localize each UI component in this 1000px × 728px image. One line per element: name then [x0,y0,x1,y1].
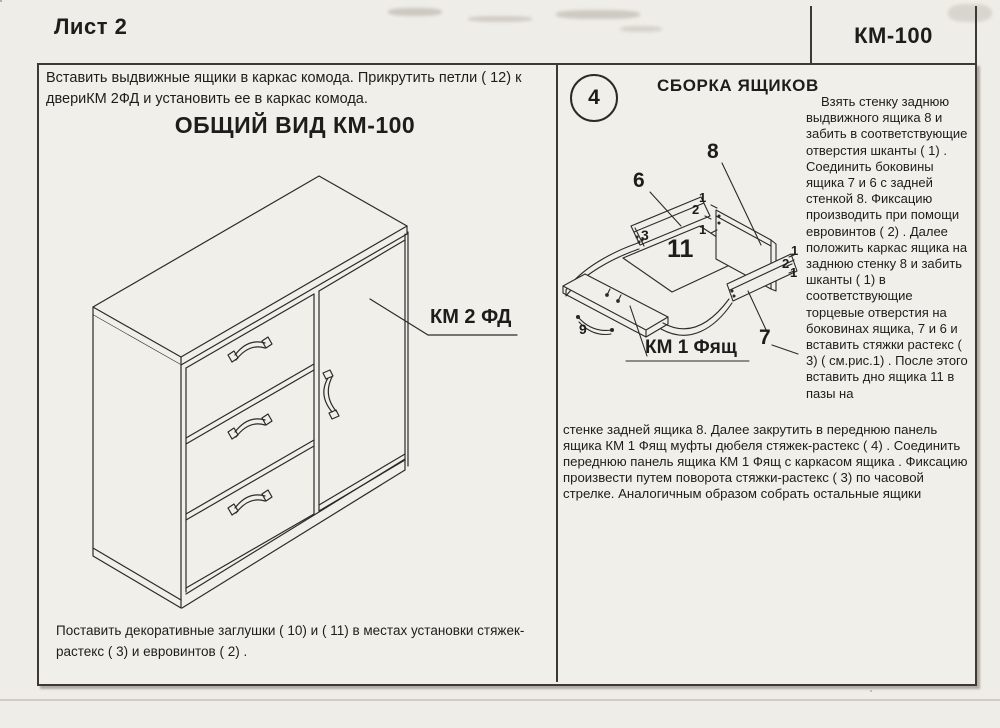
part-label-dowel-top: 1 [699,190,707,205]
step-number-badge [570,74,618,122]
assembly-text-bottom: стенке задней ящика 8. Далее закрутить в переднюю панель ящика КМ 1 Фящ муфты дюбеля стяжек-растекс ( 4) . Соединить переднюю панель ящика КМ 1 Фящ с каркасом ящика . Фиксацию произвести путем поворота стяжки-растекс ( 3) по часовой стрелке. Аналогичным образом собрать остальные ящики [563,422,968,501]
scan-line [0,699,1000,701]
part-label-handle: 9 [579,321,587,337]
general-view-title: ОБЩИЙ ВИД КМ-100 [174,112,416,138]
door-handle-icon [323,370,339,419]
drawer-assembly-drawing [555,140,810,425]
model-title-box [810,6,977,63]
part-label-side-right: 7 [759,326,771,349]
drawer-front-panel-label: КМ 1 Фящ [645,337,737,358]
scan-smudge [468,16,532,22]
rastex-curve-right [661,299,732,335]
drawer-handle-icon [228,490,272,515]
step-number: 4 [588,86,600,109]
part-label-euroscrew-top: 2 [692,202,700,217]
instruction-text: Вставить выдвижные ящики в каркас комода. Прикрутить петли ( 12) к двериКМ 2ФД и установить ее в каркас комода. [46,70,522,107]
chest-drawing [40,160,540,620]
chest-door [319,240,405,511]
part-label-dowel-top2: 1 [699,222,707,237]
model-label: КМ-100 [854,23,933,48]
scan-smudge [388,8,442,16]
scan-smudge [556,10,640,19]
part-label-euroscrew-right: 2 [782,256,790,271]
door-label-leader [370,299,517,335]
part-label-dowel-right: 1 [791,243,799,258]
drawer-handle-icon [228,414,272,439]
paper-specks [0,0,2,2]
assembly-text-column: Взять стенку заднюю выдвижного ящика 8 и забить в соответствующие отверстия шканты ( 1) . Соединить боковины ящика 7 и 6 с задней стенкой 8. Фиксацию производить при помощи евровинтов ( 2) . Далее положить каркас ящика на заднюю стенку 8 и забить шканты ( 1) в соответствующие торцевые отверстия на боковинах ящика, 7 и 6 и вставить стяжки растекс ( 3) ( см.рис.1) . После этого вставить дно ящика 11 в пазы на [806,94,968,401]
part-label-rastex: 3 [641,227,649,243]
part-label-bottom: 11 [667,235,694,263]
door-part-label: КМ 2 ФД [430,306,512,328]
scan-smudge [620,26,662,32]
footer-note: Поставить декоративные заглушки ( 10) и ( 11) в местах установки стяжек-растекс ( 3) и евровинтов ( 2) . [56,623,525,659]
part-label-side-left: 6 [633,169,645,192]
chest-top-face [93,176,407,365]
part-label-back-wall: 8 [707,140,719,163]
drawer-handle-icon [228,337,272,362]
part-label-dowel-right2: 1 [790,265,798,280]
section-heading: СБОРКА ЯЩИКОВ [657,76,819,95]
chest-left-side [93,315,181,608]
sheet-label: Лист 2 [54,14,128,39]
